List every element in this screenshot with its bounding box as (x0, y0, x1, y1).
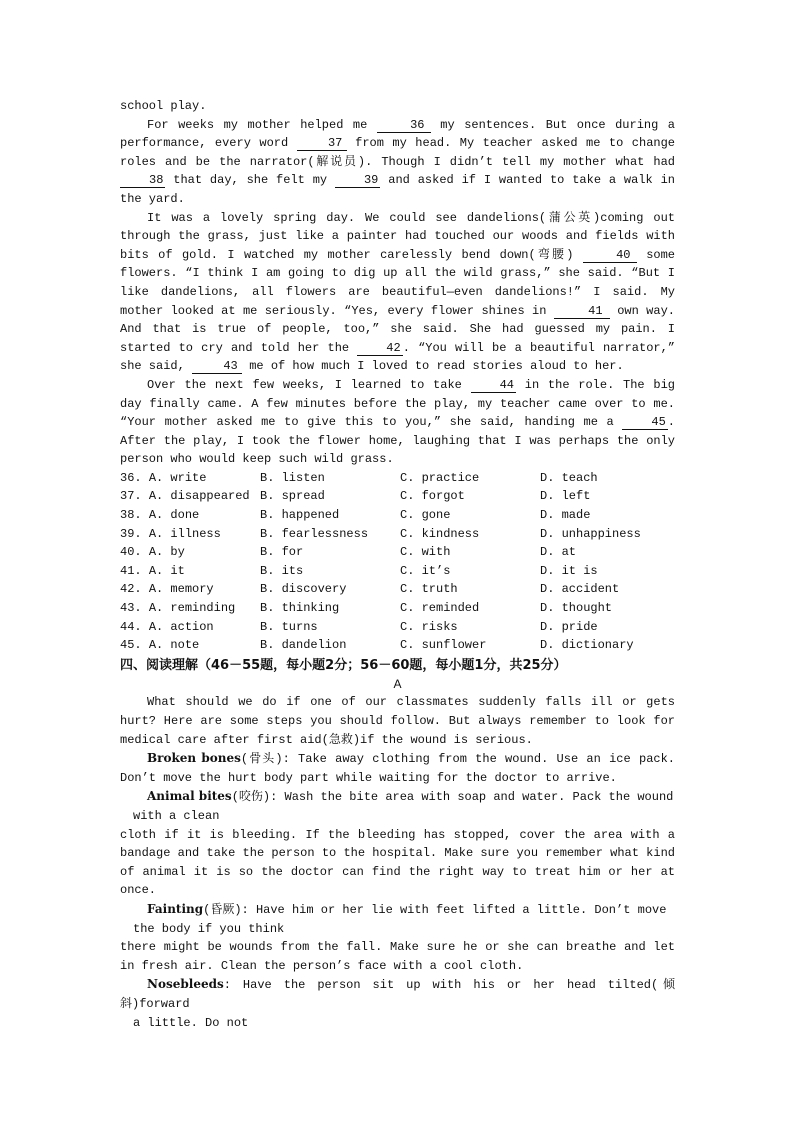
option-c: C. gone (400, 508, 451, 523)
option-row (120, 618, 675, 637)
blank-38: 38 (120, 173, 165, 188)
text-run: from my head. My teacher asked me to change roles and be the narrator(解说员). Though I didn’t tell my mother what had (120, 136, 675, 169)
passage-paragraph-3 (120, 376, 675, 469)
option-d: D. it is (540, 563, 598, 578)
fainting-paragraph: there might be wounds from the fall. Make sure he or she can breathe and let in fresh air. Clean the person’s face with a cool cloth. (120, 940, 675, 973)
text-run: It was a lovely spring day. We could see dandelions(蒲公英)coming out through the grass, just like a painter had touched our woods and fields with bits of gold. I watched my mother carelessly bend down(弯腰) (120, 210, 675, 262)
section-title: 四、阅读理解（46－55题，每小题2分；56－60题，每小题1分，共25分） (120, 657, 567, 673)
term-note: (咬伤) (231, 790, 271, 805)
term-animal-bites: Animal bites (147, 789, 232, 804)
option-c: C. kindness (400, 526, 480, 541)
text-run: own way. And that is true of people, too,” she said. She had guessed my pain. I started to cry and told her the (120, 303, 675, 355)
option-d: D. dictionary (540, 638, 634, 653)
nosebleeds-heading-line (120, 975, 675, 1013)
option-row (120, 562, 675, 581)
option-a: A. note (148, 638, 200, 653)
option-b: B. turns (260, 619, 318, 634)
blank-45: 45 (622, 415, 667, 430)
text-run: some flowers. “I think I am going to dig up all the wild grass,” she said. “But I like dandelions, all flowers are beautiful—even dandelions!” I said. My mother looked at me seriously. “Yes, every flower shines in (120, 247, 675, 318)
text-run: . “You will be a beautiful narrator,” she said, (120, 340, 675, 374)
question-number: 40. (120, 545, 142, 560)
option-c: C. reminded (400, 601, 480, 616)
term-note: (骨头) (240, 752, 283, 767)
option-row (120, 636, 675, 655)
option-b: B. spread (260, 489, 325, 504)
option-d: D. at (540, 545, 577, 560)
option-b: B. for (260, 545, 304, 560)
option-a: A. by (148, 545, 185, 560)
option-d: D. pride (540, 619, 598, 634)
option-c: C. sunflower (400, 638, 487, 653)
option-c: C. forgot (400, 489, 465, 504)
animal-bites-wrap-line: with a clean (133, 808, 220, 823)
question-number: 37. (120, 489, 142, 504)
text-run: : Take away clothing from the wound. Use an ice pack. Don’t move the hurt body part while waiting for the doctor to arrive. (120, 752, 675, 785)
option-d: D. left (540, 489, 591, 504)
option-row (120, 525, 675, 544)
blank-44: 44 (471, 378, 516, 393)
nosebleeds-wrap-line: a little. Do not (133, 1015, 249, 1030)
option-d: D. thought (540, 601, 613, 616)
option-b: B. thinking (260, 601, 340, 616)
text-run: that day, she felt my (165, 173, 335, 188)
text-run: : Have the person sit up with his or her head tilted(倾斜)forward (120, 978, 675, 1011)
animal-bites-heading-line (120, 787, 675, 807)
question-number: 39. (120, 526, 142, 541)
text-run: : Have him or her lie with feet lifted a little. Don’t move (241, 902, 667, 917)
blank-42: 42 (357, 341, 402, 356)
option-row (120, 543, 675, 562)
option-c: C. practice (400, 470, 480, 485)
option-b: B. its (260, 563, 304, 578)
option-a: A. it (148, 563, 185, 578)
text-run: . After the play, I took the flower home, laughing that I was perhaps the only person who would keep such wild grass. (120, 415, 675, 467)
option-row (120, 487, 675, 506)
exam-page (120, 97, 675, 1032)
question-number: 36. (120, 470, 142, 485)
option-b: B. happened (260, 508, 340, 523)
option-c: C. with (400, 545, 451, 560)
option-b: B. dandelion (260, 638, 347, 653)
part-label: A (393, 676, 402, 691)
text-run: For weeks my mother helped me (147, 117, 377, 132)
option-c: C. truth (400, 582, 458, 597)
option-b: B. listen (260, 470, 325, 485)
text-run: Over the next few weeks, I learned to take (147, 377, 471, 392)
option-d: D. unhappiness (540, 526, 641, 541)
question-number: 42. (120, 582, 142, 597)
blank-41: 41 (554, 304, 610, 319)
text-run: me of how much I loved to read stories aloud to her. (242, 359, 624, 374)
text-run: my sentences. But once during a performance, every word (120, 117, 675, 151)
option-d: D. accident (540, 582, 620, 597)
blank-40: 40 (583, 248, 637, 263)
question-number: 38. (120, 508, 142, 523)
blank-43: 43 (192, 359, 242, 374)
passage-paragraph-2 (120, 209, 675, 376)
text-run: in the role. The big day finally came. A few minutes before the play, my teacher came over to me. “Your mother asked me to give this to you,” she said, handing me a (120, 377, 675, 430)
option-row (120, 599, 675, 618)
question-number: 41. (120, 563, 142, 578)
question-number: 45. (120, 638, 142, 653)
fainting-heading-line (120, 900, 675, 920)
option-row (120, 506, 675, 525)
option-d: D. made (540, 508, 591, 523)
option-c: C. it’s (400, 563, 451, 578)
text-run: : Wash the bite area with soap and water. Pack the wound (270, 790, 674, 805)
option-a: A. illness (148, 526, 221, 541)
question-number: 44. (120, 619, 142, 634)
animal-bites-paragraph: cloth if it is bleeding. If the bleeding has stopped, cover the area with a bandage and take the person to the hospital. Make sure you remember what kind of animal it is so the doctor can find the right way to treat him or her at once. (120, 827, 675, 898)
option-b: B. discovery (260, 582, 347, 597)
option-row (120, 580, 675, 599)
fainting-wrap-line: the body if you think (133, 921, 285, 936)
passage-line-start: school play. (120, 99, 207, 113)
blank-36: 36 (377, 118, 431, 133)
option-a: A. reminding (148, 601, 236, 616)
option-row (120, 469, 675, 488)
blank-39: 39 (335, 173, 380, 188)
term-broken-bones: Broken bones (147, 751, 241, 766)
text-run: and asked if I wanted to take a walk in the yard. (120, 173, 675, 206)
blank-37: 37 (297, 136, 347, 151)
reading-intro: What should we do if one of our classmates suddenly falls ill or gets hurt? Here are some steps you should follow. But always remember to look for medical care after first aid(急救)if the wound is serious. (120, 695, 675, 747)
term-nosebleeds: Nosebleeds (147, 977, 224, 992)
option-a: A. disappeared (148, 489, 250, 504)
option-c: C. risks (400, 619, 458, 634)
options-list (120, 469, 675, 655)
term-fainting: Fainting (147, 901, 204, 916)
option-a: A. write (148, 470, 207, 485)
term-note: (昏厥) (203, 902, 242, 917)
option-a: A. memory (148, 582, 214, 597)
option-d: D. teach (540, 470, 598, 485)
option-a: A. done (148, 508, 200, 523)
question-number: 43. (120, 601, 142, 616)
option-b: B. fearlessness (260, 526, 369, 541)
broken-bones-paragraph (120, 749, 675, 787)
option-a: A. action (148, 619, 214, 634)
passage-paragraph-1 (120, 116, 675, 209)
